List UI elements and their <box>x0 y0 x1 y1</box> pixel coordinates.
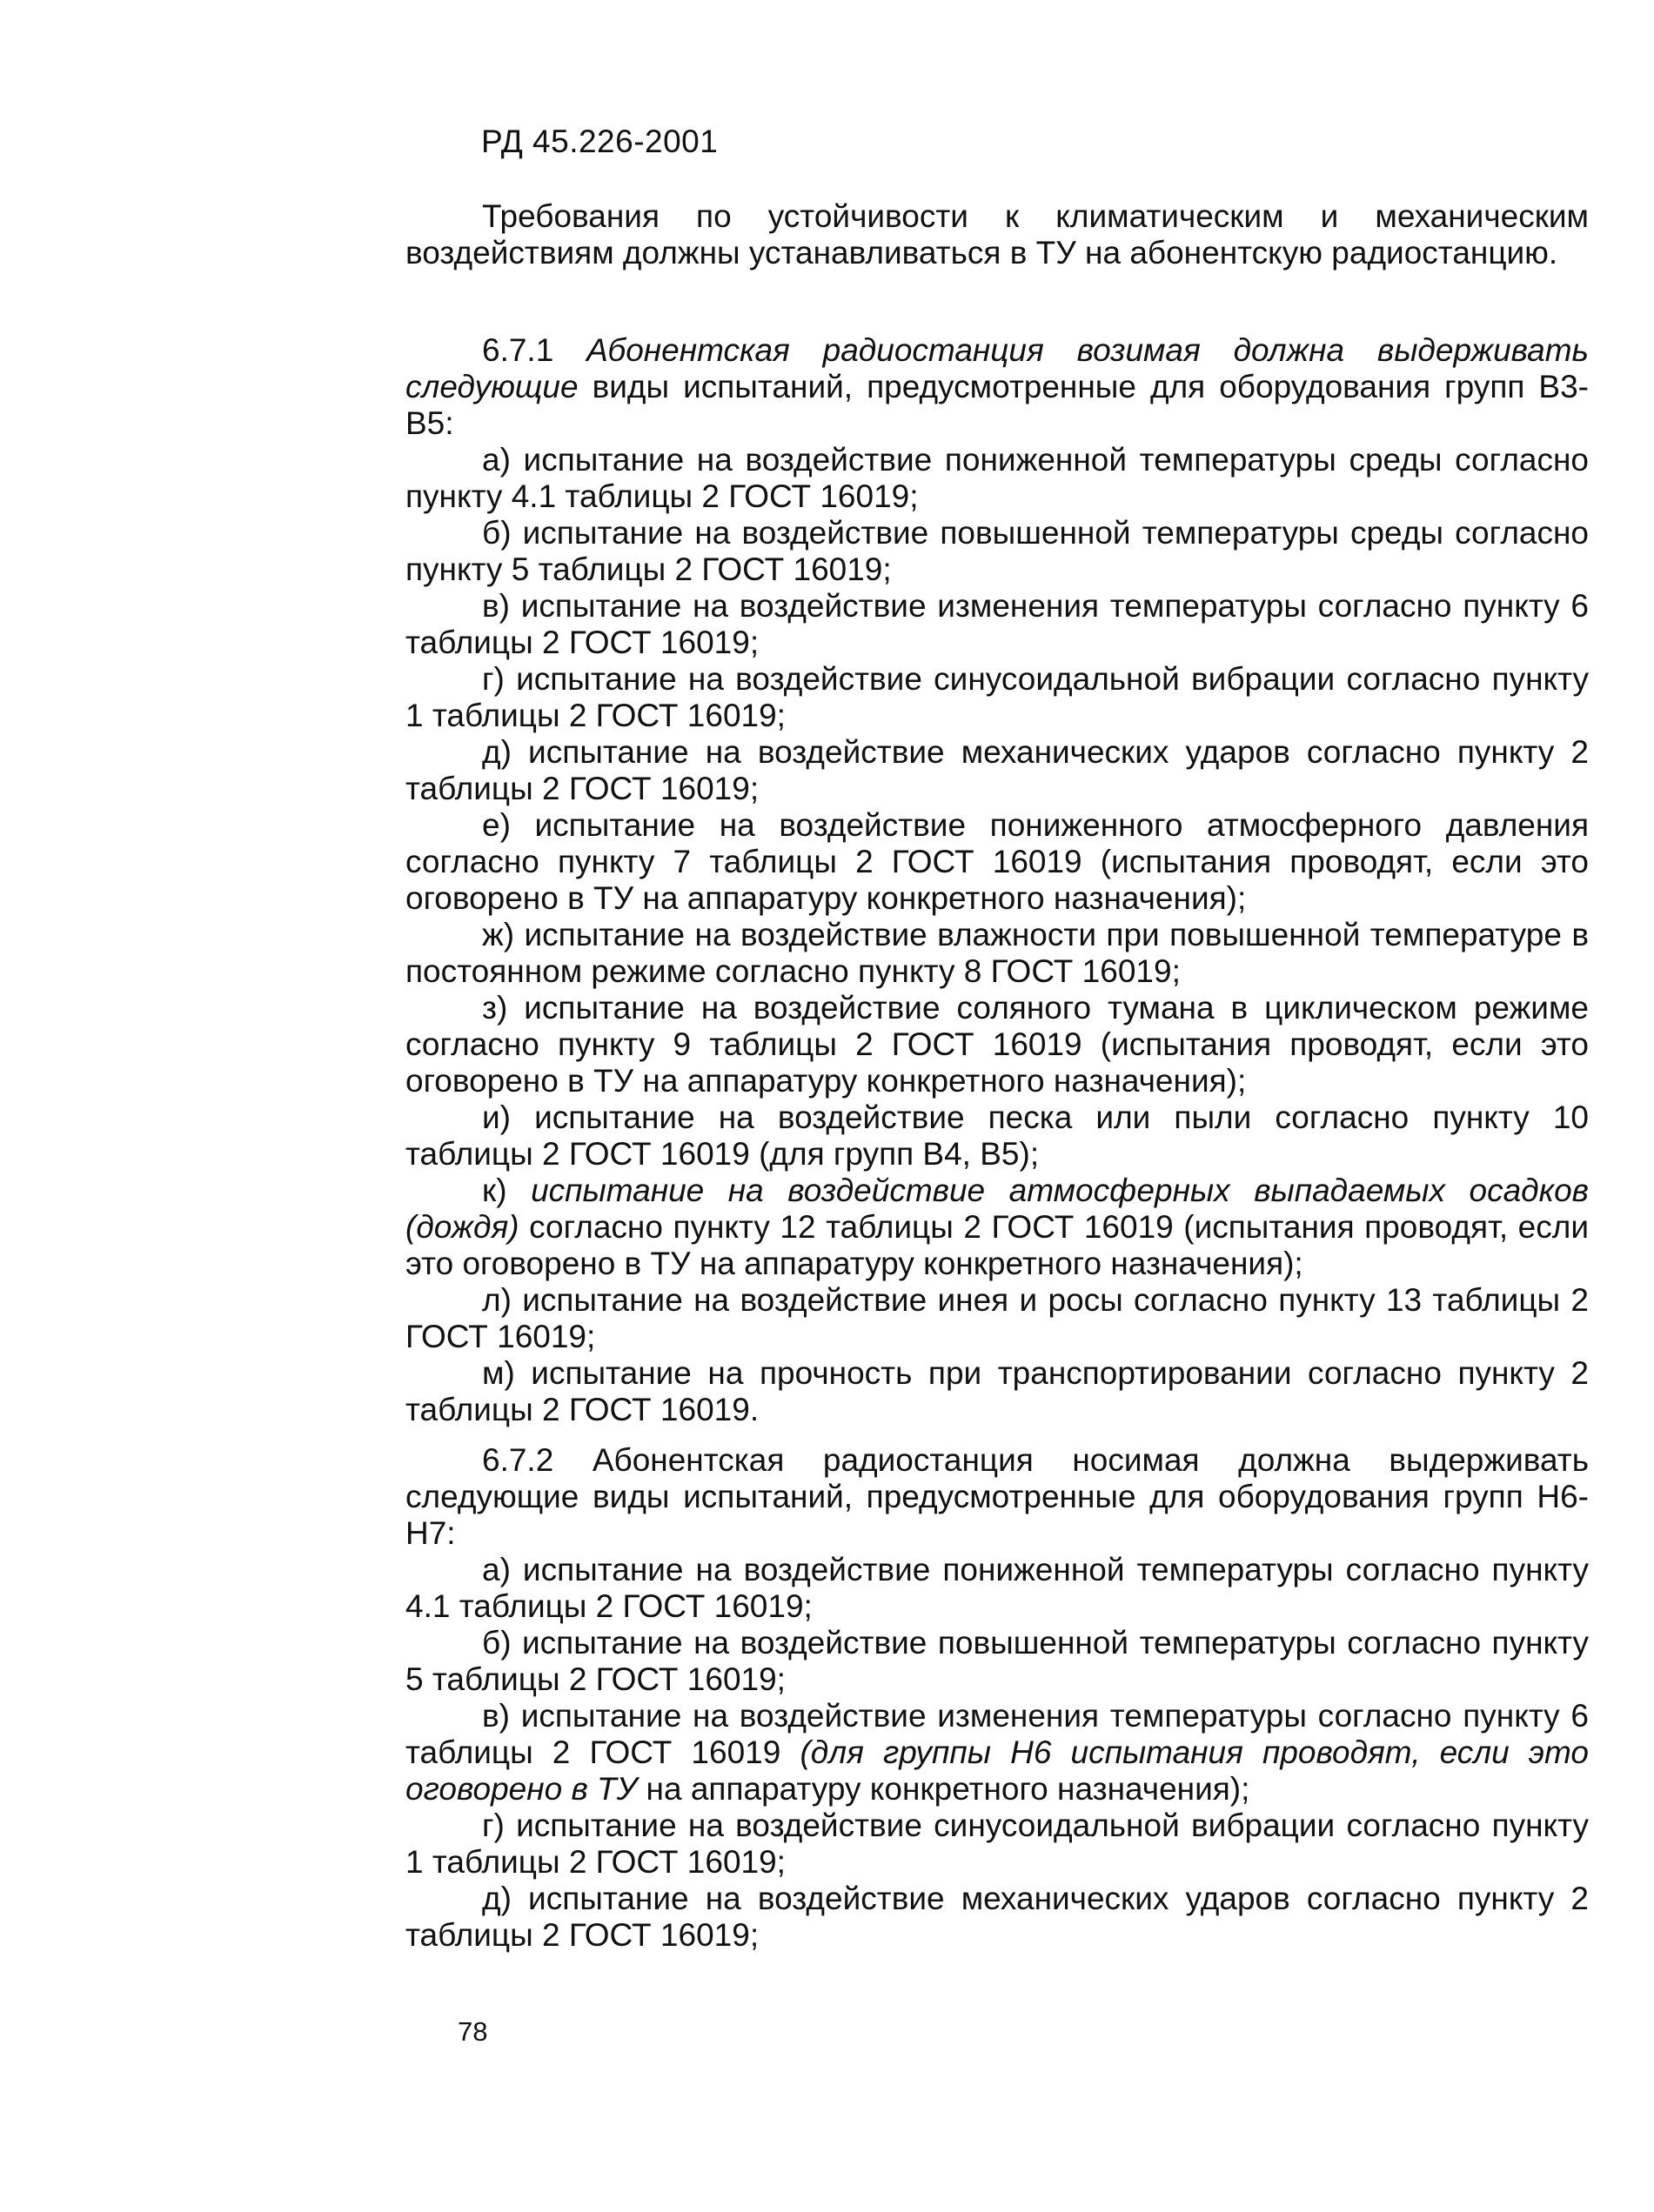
list-item: б) испытание на воздействие повышенной температуры согласно пункту 5 таблицы 2 ГОСТ 16019; <box>405 1625 1589 1697</box>
section-6-7-1 <box>405 332 1589 1428</box>
item-v-italic: (для группы Н6 испытания проводят, если это оговорено в ТУ <box>405 1734 1589 1807</box>
list-item: ж) испытание на воздействие влажности при повышенной температуре в постоянном режиме согласно пункту 8 ГОСТ 16019; <box>405 917 1589 989</box>
section-6-7-2-lead: 6.7.2 Абонентская радиостанция носимая должна выдерживать следующие виды испытаний, предусмотренные для оборудования групп Н6-Н7: <box>405 1442 1589 1551</box>
list-item <box>405 1698 1589 1808</box>
list-item: г) испытание на воздействие синусоидальной вибрации согласно пункту 1 таблицы 2 ГОСТ 16019; <box>405 1808 1589 1880</box>
list-item: з) испытание на воздействие соляного тумана в циклическом режиме согласно пункту 9 таблицы 2 ГОСТ 16019 (испытания проводят, если это оговорено в ТУ на аппаратуру конкретного назначения); <box>405 990 1589 1099</box>
section-lead-rest: виды испытаний, предусмотренные для оборудования групп В3-В5: <box>405 369 1589 441</box>
item-v-prefix: в) испытание на воздействие изменения температуры согласно пункту 6 таблицы 2 ГОСТ 16019 <box>405 1698 1589 1770</box>
list-item: б) испытание на воздействие повышенной температуры среды согласно пункту 5 таблицы 2 ГОСТ 16019; <box>405 515 1589 587</box>
item-k-prefix: к) <box>482 1173 532 1208</box>
item-v-rest: на аппаратуру конкретного назначения); <box>637 1771 1250 1807</box>
item-k-rest: согласно пункту 12 таблицы 2 ГОСТ 16019 (испытания проводят, если это оговорено в ТУ на аппаратуру конкретного назначения); <box>405 1209 1589 1281</box>
section-number: 6.7.1 <box>482 332 554 368</box>
item-k-italic: испытание на воздействие атмосферных выпадаемых осадков (дождя) <box>405 1173 1589 1245</box>
section-6-7-2 <box>405 1442 1589 1954</box>
list-item <box>405 1173 1589 1282</box>
section-6-7-1-lead <box>405 332 1589 442</box>
intro-paragraph <box>405 198 1589 271</box>
list-item: л) испытание на воздействие инея и росы согласно пункту 13 таблицы 2 ГОСТ 16019; <box>405 1282 1589 1354</box>
list-item: е) испытание на воздействие пониженного атмосферного давления согласно пункту 7 таблицы 2 ГОСТ 16019 (испытания проводят, если это оговорено в ТУ на аппаратуру конкретного назначения); <box>405 807 1589 916</box>
list-item: а) испытание на воздействие пониженной температуры среды согласно пункту 4.1 таблицы 2 ГОСТ 16019; <box>405 442 1589 514</box>
list-item: д) испытание на воздействие механических ударов согласно пункту 2 таблицы 2 ГОСТ 16019; <box>405 734 1589 806</box>
list-item: д) испытание на воздействие механических ударов согласно пункту 2 таблицы 2 ГОСТ 16019; <box>405 1881 1589 1953</box>
section-lead-italic: Абонентская радиостанция возимая должна выдерживать следующие <box>405 332 1590 404</box>
list-item: в) испытание на воздействие изменения температуры согласно пункту 6 таблицы 2 ГОСТ 16019; <box>405 588 1589 660</box>
page-number: 78 <box>458 2016 488 2047</box>
list-item: а) испытание на воздействие пониженной температуры согласно пункту 4.1 таблицы 2 ГОСТ 16019; <box>405 1552 1589 1624</box>
list-item: м) испытание на прочность при транспортировании согласно пункту 2 таблицы 2 ГОСТ 16019. <box>405 1355 1589 1427</box>
document-code: РД 45.226-2001 <box>481 124 719 159</box>
list-item: г) испытание на воздействие синусоидальной вибрации согласно пункту 1 таблицы 2 ГОСТ 16019; <box>405 661 1589 733</box>
intro-text: Требования по устойчивости к климатическим и механическим воздействиям должны устанавливаться в ТУ на абонентскую радиостанцию. <box>405 198 1589 271</box>
list-item: и) испытание на воздействие песка или пыли согласно пункту 10 таблицы 2 ГОСТ 16019 (для групп В4, В5); <box>405 1099 1589 1172</box>
